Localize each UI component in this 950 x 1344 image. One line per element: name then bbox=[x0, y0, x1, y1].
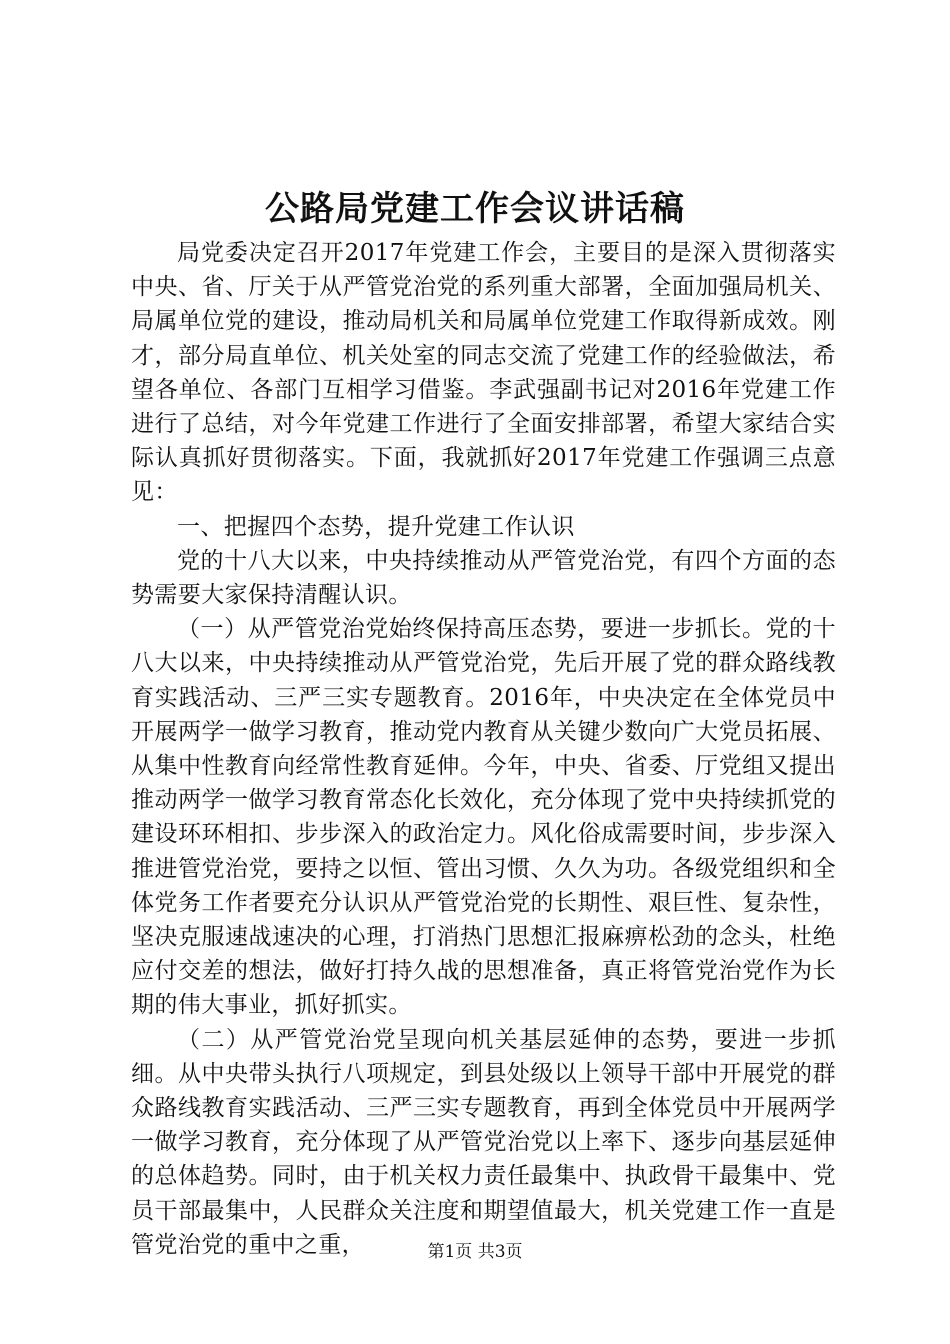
document-title: 公路局党建工作会议讲话稿 bbox=[265, 189, 685, 229]
paragraph-point-1: （一）从严管党治党始终保持高压态势，要进一步抓长。党的十八大以来，中央持续推动从严管党治党，先后开展了党的群众路线教育实践活动、三严三实专题教育。2016年，中央决定在全体党员中开展两学一做学习教育，推动党内教育从关键少数向广大党员拓展、从集中性教育向经常性教育延伸。今年，中央、省委、厅党组又提出推动两学一做学习教育常态化长效化，充分体现了党中央持续抓党的建设环环相扣、步步深入的政治定力。风化俗成需要时间，步步深入推进管党治党，要持之以恒、管出习惯、久久为功。各级党组织和全体党务工作者要充分认识从严管党治党的长期性、艰巨性、复杂性，坚决克服速战速决的心理，打消热门思想汇报麻痹松劲的念头，杜绝应付交差的想法，做好打持久战的思想准备，真正将管党治党作为长期的伟大事业，抓好抓实。 bbox=[131, 616, 836, 1019]
paragraph-section-1-intro: 党的十八大以来，中央持续推动从严管党治党，有四个方面的态势需要大家保持清醒认识。 bbox=[131, 547, 836, 609]
document-body bbox=[131, 236, 836, 1262]
paragraph-intro: 局党委决定召开2017年党建工作会，主要目的是深入贯彻落实中央、省、厅关于从严管党治党的系列重大部署，全面加强局机关、局属单位党的建设，推动局机关和局属单位党建工作取得新成效。刚才，部分局直单位、机关处室的同志交流了党建工作的经验做法，希望各单位、各部门互相学习借鉴。李武强副书记对2016年党建工作进行了总结，对今年党建工作进行了全面安排部署，希望大家结合实际认真抓好贯彻落实。下面，我就抓好2017年党建工作强调三点意见： bbox=[131, 240, 836, 506]
section-heading-1: 一、把握四个态势，提升党建工作认识 bbox=[177, 513, 575, 540]
paragraph-point-2: （二）从严管党治党呈现向机关基层延伸的态势，要进一步抓细。从中央带头执行八项规定，到县处级以上领导干部中开展党的群众路线教育实践活动、三严三实专题教育，再到全体党员中开展两学一做学习教育，充分体现了从严管党治党以上率下、逐步向基层延伸的总体趋势。同时，由于机关权力责任最集中、执政骨干最集中、党员干部最集中，人民群众关注度和期望值最大，机关党建工作一直是管党治党的重中之重， bbox=[131, 1026, 836, 1258]
page-number-footer: 第1页 共3页 bbox=[427, 1242, 523, 1262]
